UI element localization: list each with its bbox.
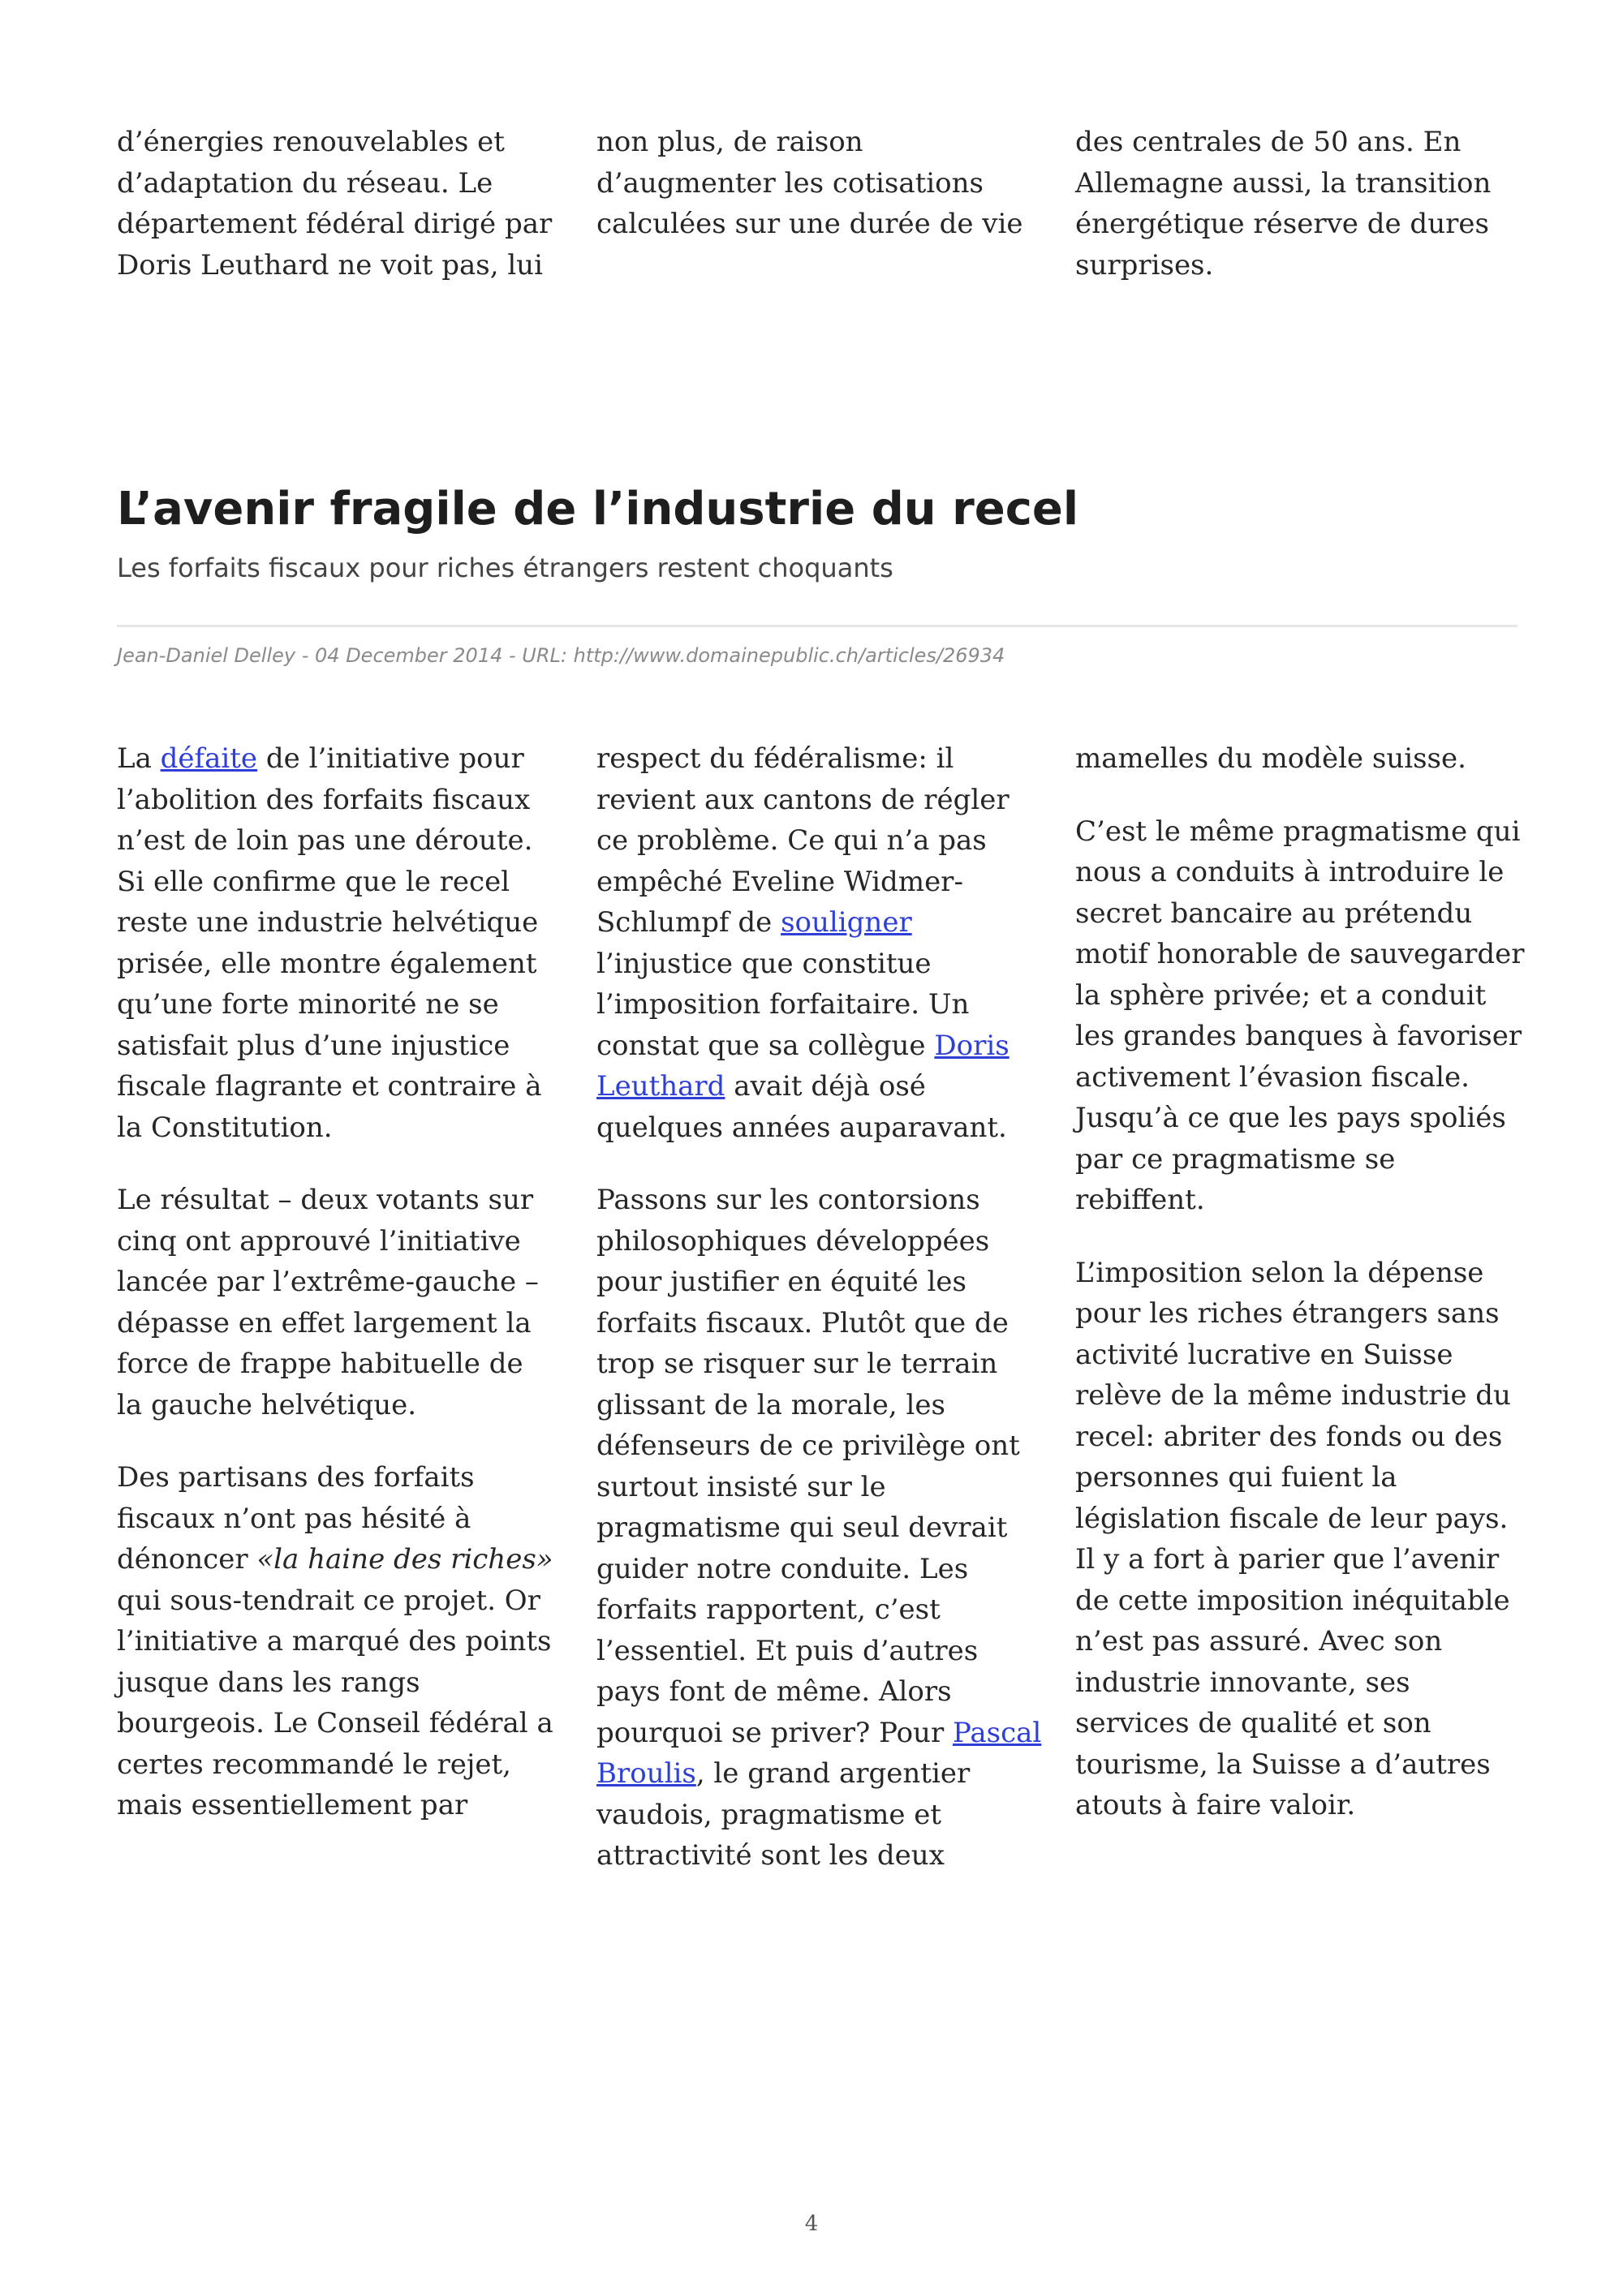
link-pascal-broulis[interactable]: Pascal Broulis	[596, 1716, 1042, 1790]
link-doris-leuthard[interactable]: Doris Leuthard	[596, 1029, 1010, 1103]
link-souligner[interactable]: souligner	[781, 906, 912, 939]
header-divider	[117, 625, 1518, 627]
article-paragraph: La défaite de l’initiative pour l’abolition des forfaits fiscaux n’est de loin pas une déroute. Si elle confirme que le recel reste une industrie helvétique prisée, elle montre également qu’une forte minorité ne se satisfait plus d’une injustice fiscale flagrante et contraire à la Constitution.	[117, 742, 542, 1144]
article-date: 04 December 2014	[315, 644, 503, 667]
prev-article-text: d’énergies renouvelables et d’adaptation du réseau. Le département fédéral dirigé par Doris Leuthard ne voit pas, lui	[117, 126, 553, 282]
article-paragraph: C’est le même pragmatisme qui nous a conduits à introduire le secret bancaire au prétendu motif honorable de sauvegarder la sphère privée; et a conduit les grandes banques à favoriser activement l’évasion fiscale. Jusqu’à ce que les pays spoliés par ce pragmatisme se rebiffent.	[1075, 815, 1525, 1216]
prev-article-column-3	[1075, 122, 1513, 286]
url-label: URL:	[522, 644, 574, 667]
quote: «la haine des riches»	[256, 1543, 553, 1576]
article-column-3	[1075, 738, 1526, 1826]
article-url: http://www.domainepublic.ch/articles/26934	[573, 644, 1005, 667]
meta-separator: -	[502, 644, 523, 667]
article-title: L’avenir fragile de l’industrie du recel	[117, 483, 1079, 535]
article-paragraph: Des partisans des forfaits fiscaux n’ont pas hésité à dénoncer «la haine des riches» qui sous-tendrait ce projet. Or l’initiative a marqué des points jusque dans les rangs bourgeois. Le Conseil fédéral a certes recommandé le rejet, mais essentiellement par	[117, 1461, 553, 1821]
article-paragraph: mamelles du modèle suisse.	[1075, 742, 1466, 775]
article-column-1	[117, 738, 555, 1826]
prev-article-column-2	[596, 122, 1035, 245]
article-paragraph: L’imposition selon la dépense pour les riches étrangers sans activité lucrative en Suisse relève de la même industrie du recel: abriter des fonds ou des personnes qui fuient la législation fiscale de leur pays. Il y a fort à parier que l’avenir de cette imposition inéquitable n’est pas assuré. Avec son industrie innovante, ses services de qualité et son tourisme, la Suisse a d’autres atouts à faire valoir.	[1075, 1256, 1511, 1821]
article-paragraph: Passons sur les contorsions philosophiques développées pour justifier en équité les forfaits fiscaux. Plutôt que de trop se risquer sur le terrain glissant de la morale, les défenseurs de ce privilège ont surtout insisté sur le pragmatisme qui seul devrait guider notre conduite. Les forfaits rapportent, c’est l’essentiel. Et puis d’autres pays font de même. Alors pourquoi se priver? Pour Pascal Broulis, le grand argentier vaudois, pragmatisme et attractivité sont les deux	[596, 1184, 1042, 1872]
meta-separator: -	[295, 644, 316, 667]
link-defaite[interactable]: défaite	[160, 742, 258, 775]
article-meta	[117, 641, 1513, 670]
article-paragraph: respect du fédéralisme: il revient aux cantons de régler ce problème. Ce qui n’a pas empêché Eveline Widmer-Schlumpf de souligner l’injustice que constitue l’imposition forfaitaire. Un constat que sa collègue Doris Leuthard avait déjà osé quelques années auparavant.	[596, 742, 1010, 1144]
article-paragraph: Le résultat – deux votants sur cinq ont approuvé l’initiative lancée par l’extrême-gauche – dépasse en effet largement la force de frappe habituelle de la gauche helvétique.	[117, 1184, 539, 1421]
page-number: 4	[804, 2212, 819, 2236]
article-subtitle: Les forfaits fiscaux pour riches étrangers restent choquants	[117, 553, 893, 583]
prev-article-text: des centrales de 50 ans. En Allemagne aussi, la transition énergétique réserve de dures surprises.	[1075, 126, 1492, 282]
article-column-2	[596, 738, 1043, 1877]
article-author: Jean-Daniel Delley	[117, 644, 296, 667]
prev-article-text: non plus, de raison d’augmenter les cotisations calculées sur une durée de vie	[596, 126, 1023, 240]
prev-article-column-1	[117, 122, 555, 286]
